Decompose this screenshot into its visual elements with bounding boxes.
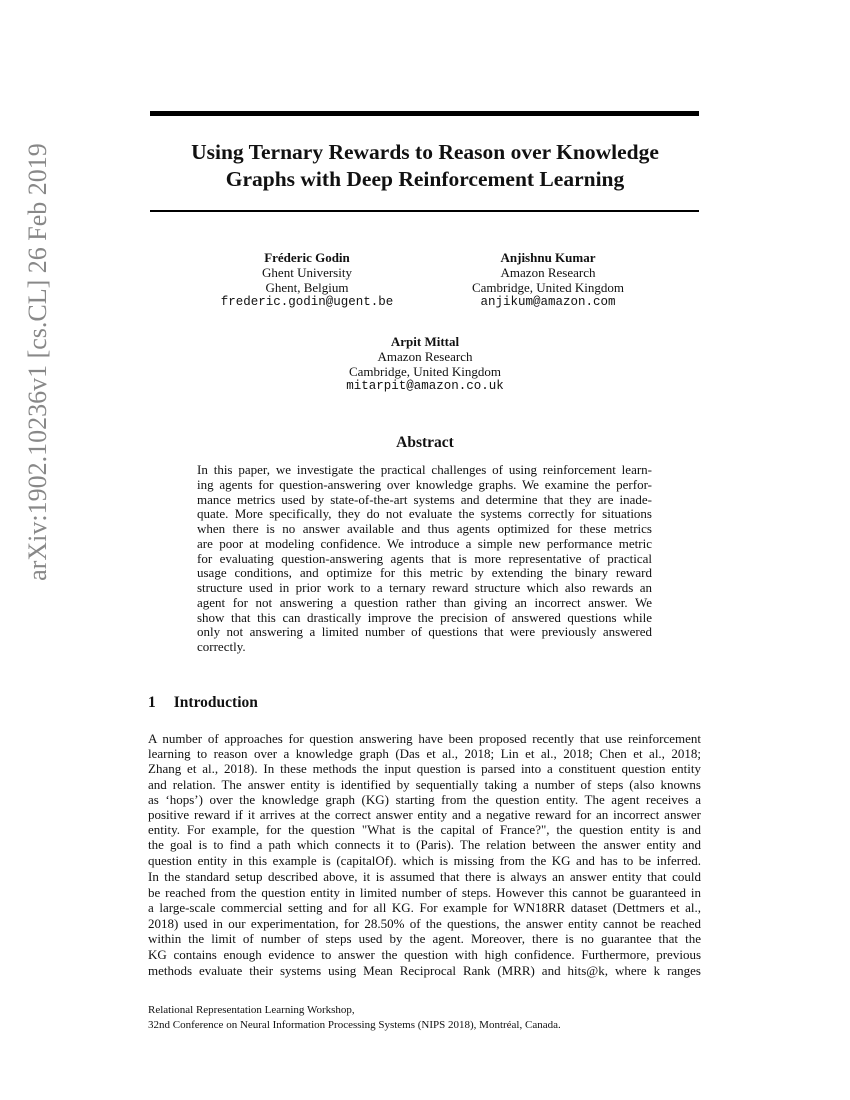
text-line: agent for not answering a question rather than giving an incorrect answer. We: [197, 594, 652, 610]
text-line: structure used in prior work to a ternary reward structure which also rewards an: [197, 580, 652, 595]
text-line: KG contains enough evidence to answer the question with high confidence. Furthermore, previous: [148, 946, 701, 962]
abstract-body: [197, 463, 652, 655]
text-line: as ‘hops’) over the knowledge graph (KG) starting from the question entity. The agent receives a: [148, 791, 701, 807]
abstract-heading: Abstract: [396, 434, 454, 451]
author-block: Fréderic Godin Ghent University Ghent, Belgium frederic.godin@ugent.be: [177, 250, 437, 310]
text-line: mance metrics used by state-of-the-art systems and determine that they are inade-: [197, 491, 652, 507]
author-email: mitarpit@amazon.co.uk: [346, 379, 504, 393]
text-line: quate. More specifically, they do not evaluate the systems correctly for situations: [197, 506, 652, 522]
text-line: Zhang et al., 2018). In these methods the input question is parsed into a constituent question entity: [148, 761, 701, 777]
text-line: when there is no answer available and thus agents optimized for these metrics: [197, 521, 652, 536]
text-line: and relation. The answer entity is identified by sequentially taking a number of steps (also knowns: [148, 776, 701, 792]
author-email: frederic.godin@ugent.be: [220, 295, 394, 309]
text-line: for evaluating question-answering agents that is more representative of practical: [197, 550, 652, 566]
text-line: positive reward if it arrives at the correct answer entity and a negative reward for an incorrect answer: [148, 807, 701, 823]
author-block: Arpit Mittal Amazon Research Cambridge, United Kingdom mitarpit@amazon.co.uk: [295, 334, 555, 394]
text-line: be reached from the question entity in limited number of steps. However this cannot be guaranteed in: [148, 884, 701, 900]
text-line: In the standard setup described above, it is assumed that there is always an answer entity that could: [148, 869, 701, 884]
text-line: usage conditions, and optimize for this metric by extending the binary reward: [197, 565, 652, 581]
text-line: learning to reason over a knowledge graph (Das et al., 2018; Lin et al., 2018; Chen et al., 2018;: [148, 746, 701, 762]
text-line: question entity in this example is (capitalOf). which is missing from the KG and has to be inferred.: [148, 852, 701, 868]
section-heading: 1 Introduction: [148, 694, 258, 711]
text-line: ing agents for question-answering over knowledge graphs. We examine the perfor-: [197, 476, 652, 492]
text-line: only not answering a limited number of questions that were previously answered: [197, 624, 652, 640]
text-line: are poor at modeling confidence. We introduce a simple new performance metric: [197, 535, 652, 551]
text-line: 2018) used in our experimentation, for 28.50% of the questions, the answer entity cannot be reached: [148, 915, 701, 931]
text-line: methods evaluate their systems using Mean Reciprocal Rank (MRR) and hits@k, where k ranges: [148, 962, 701, 978]
paper-title: Using Ternary Rewards to Reason over Knowledge Graphs with Deep Reinforcement Learning: [191, 140, 659, 191]
intro-paragraph-2: [148, 869, 701, 978]
text-line: entity. For example, for the question "What is the capital of France?", the question entity is and: [148, 822, 701, 838]
title-rule-bottom: [150, 210, 699, 212]
text-line: correctly.: [197, 639, 246, 654]
text-line: a large-scale commercial setting and for all KG. For example for WN18RR dataset (Dettmers et al.,: [148, 900, 701, 916]
author-block: Anjishnu Kumar Amazon Research Cambridge, United Kingdom anjikum@amazon.com: [418, 250, 678, 310]
arxiv-stamp: arXiv:1902.10236v1 [cs.CL] 26 Feb 2019: [23, 143, 52, 581]
text-line: A number of approaches for question answering have been proposed recently that use reinforcement: [148, 731, 701, 746]
footnote: Relational Representation Learning Workshop, 32nd Conference on Neural Information Processing Systems (NIPS 2018), Montréal, Canada.: [148, 1004, 561, 1031]
text-line: within the limit of number of steps used by the agent. Moreover, there is no guarantee that the: [148, 931, 701, 947]
intro-paragraph-1: [148, 731, 701, 868]
author-email: anjikum@amazon.com: [480, 295, 616, 309]
title-rule-top: [150, 111, 699, 116]
text-line: the goal is to find a path which connects it to (Paris). The relation between the answer entity and: [148, 837, 701, 853]
text-line: In this paper, we investigate the practical challenges of using reinforcement learn-: [197, 462, 652, 477]
text-line: show that this can drastically improve the precision of answered questions while: [197, 609, 652, 625]
